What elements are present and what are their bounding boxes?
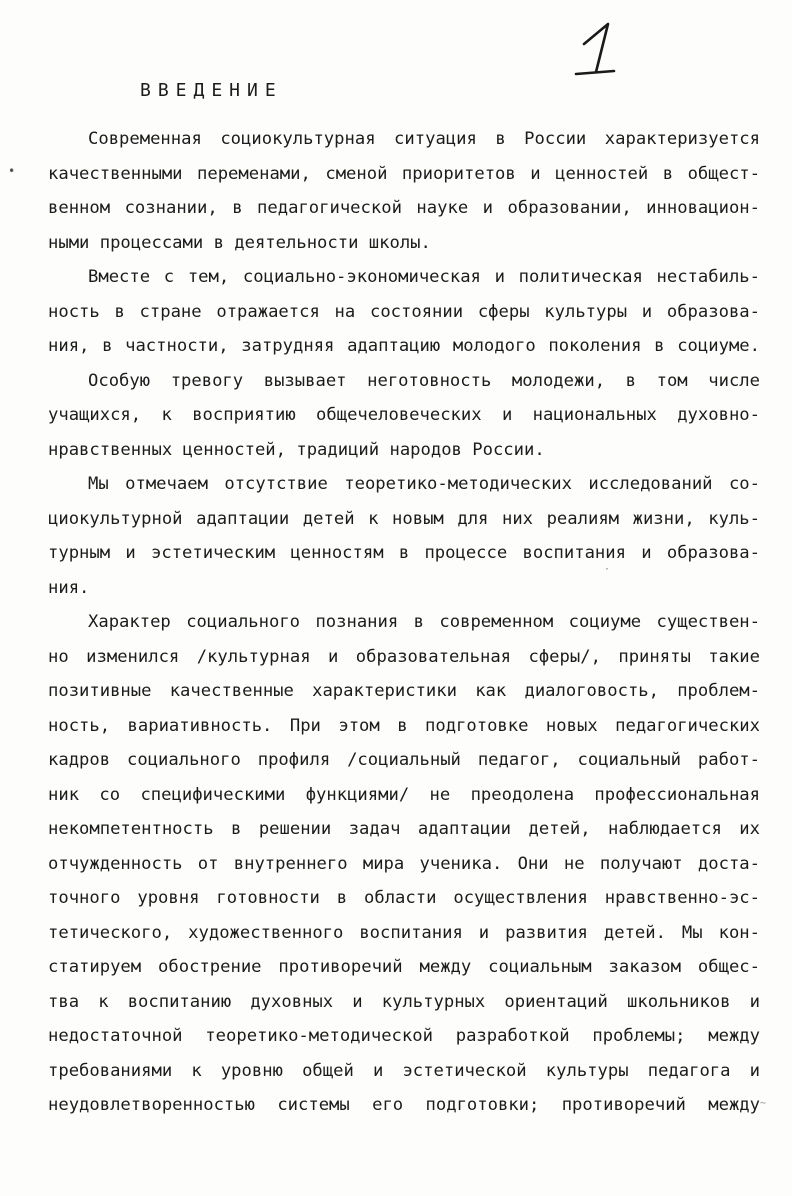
text-line: Характер социального познания в современном социуме существен-: [88, 612, 760, 632]
body-text: [48, 122, 760, 1123]
text-line: тетического, художественного воспитания и развития детей. Мы кон-: [48, 922, 760, 943]
page-number: [574, 14, 624, 80]
text-line: точного уровня готовности в области осуществления нравственно-эс-: [48, 888, 760, 908]
scan-speck: ·: [604, 564, 611, 575]
text-line: статируем обострение противоречий между социальным заказом общес-: [48, 957, 760, 977]
text-line: тва к воспитанию духовных и культурных ориентаций школьников и: [48, 991, 760, 1012]
text-line: циокультурной адаптации детей к новым для них реалиям жизни, куль-: [48, 508, 760, 529]
text-line: Мы отмечаем отсутствие теоретико-методических исследований со-: [88, 474, 760, 494]
text-line: учащихся, к восприятию общечеловеческих и национальных духовно-: [48, 405, 760, 425]
text-line: позитивные качественные характеристики как диалоговость, проблем-: [48, 681, 760, 701]
section-title: ВВЕДЕНИЕ: [140, 80, 283, 101]
text-line: неудовлетворенностью системы его подготовки; противоречий между: [48, 1095, 760, 1115]
text-line: Вместе с тем, социально-экономическая и политическая нестабиль-: [88, 267, 760, 287]
text-line: отчужденность от внутреннего мира ученика. Они не получают доста-: [48, 853, 760, 874]
text-line: качественными переменами, сменой приоритетов и ценностей в общест-: [48, 163, 760, 184]
text-line: ния, в частности, затрудняя адаптацию молодого поколения в социуме.: [48, 336, 760, 356]
text-line: ность, вариативность. При этом в подготовке новых педагогических: [48, 715, 760, 736]
text-line: турным и эстетическим ценностям в процессе воспитания и образова-: [48, 543, 760, 563]
margin-mark: •: [8, 164, 16, 178]
text-line: но изменился /культурная и образовательная сферы/, приняты такие: [48, 646, 760, 667]
text-line: кадров социального профиля /социальный педагог, социальный работ-: [48, 750, 760, 770]
text-line: венном сознании, в педагогической науке и образовании, инновацион-: [48, 198, 760, 218]
text-line: ник со специфическими функциями/ не преодолена профессиональная: [48, 784, 760, 805]
text-line: Современная социокультурная ситуация в России характеризуется: [88, 129, 760, 149]
text-line: некомпетентность в решении задач адаптации детей, наблюдается их: [48, 819, 760, 839]
text-line: Особую тревогу вызывает неготовность молодежи, в том числе: [88, 370, 760, 391]
text-line: требованиями к уровню общей и эстетической культуры педагога и: [48, 1060, 760, 1081]
text-line: недостаточной теоретико-методической разработкой проблемы; между: [48, 1026, 760, 1046]
text-line: нравственных ценностей, традиций народов России.: [48, 439, 545, 460]
handwritten-page-number: [574, 14, 624, 80]
text-line: ния.: [48, 577, 90, 598]
text-line: ными процессами в деятельности школы.: [48, 232, 431, 253]
scan-speck: ~: [760, 1098, 767, 1109]
text-line: ность в стране отражается на состоянии сферы культуры и образова-: [48, 301, 760, 322]
